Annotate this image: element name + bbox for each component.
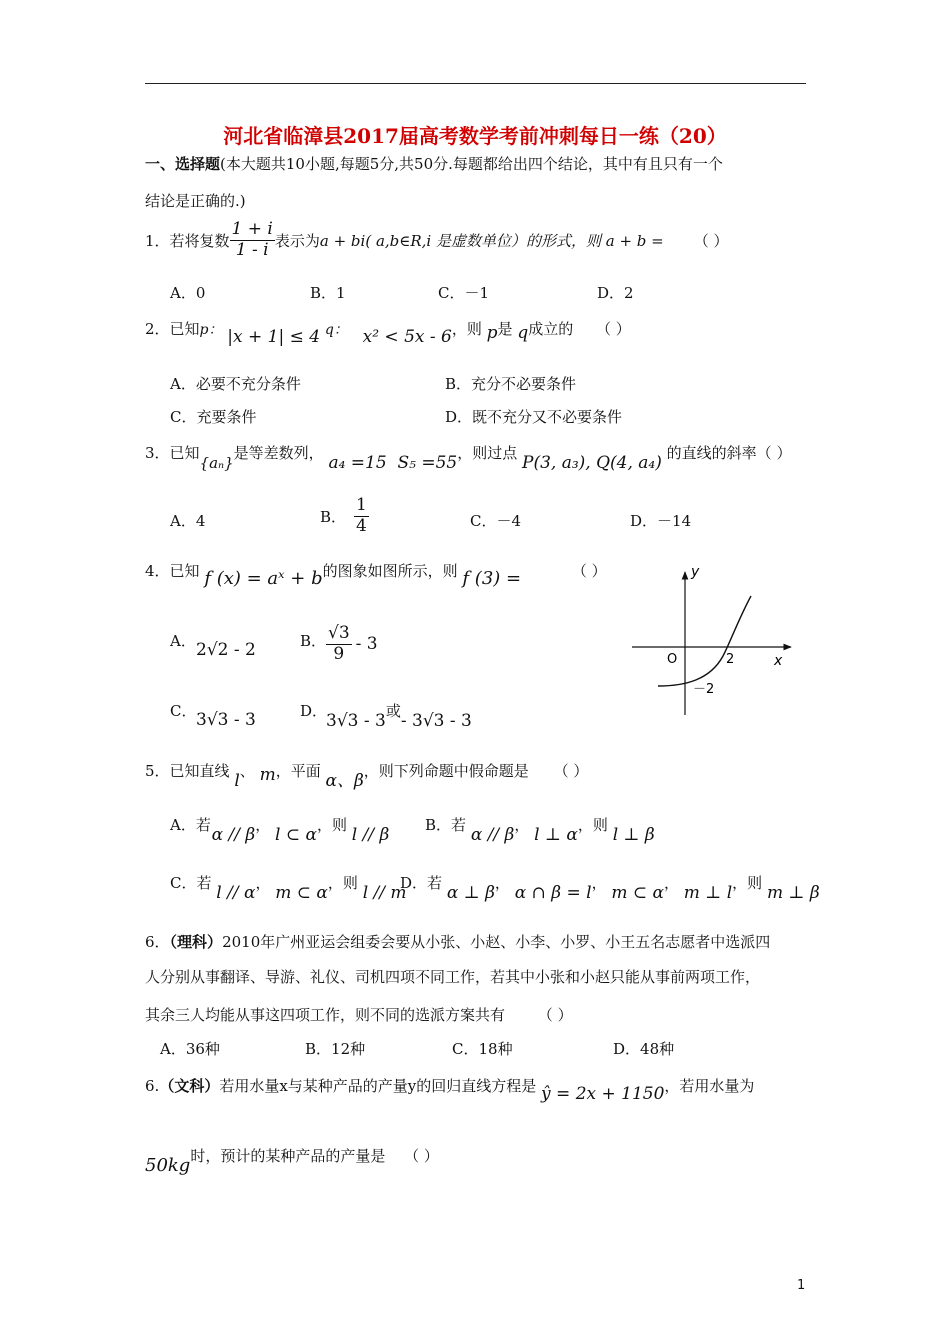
q3-seq: {aₙ} [199, 454, 234, 472]
q5-b-r: l ⊥ β [612, 825, 655, 845]
header-rule [145, 83, 806, 84]
q5-b-label: B．若 [425, 816, 467, 834]
q2-number: 2．已知 [145, 320, 200, 338]
q4-paren: （ ） [571, 562, 607, 580]
q5-d-c1: α ⊥ β [446, 883, 495, 903]
q5-d-c2: α ∩ β = l [514, 883, 592, 903]
q2-option-c: C．充要条件 [170, 408, 257, 426]
q3-text-1: 是等差数列， [233, 444, 324, 462]
q4-graph [625, 560, 795, 720]
q5-text-1: ，平面 [275, 762, 321, 780]
q5-b-c1: α // β [470, 825, 515, 845]
q2-tail-b: 是 [497, 320, 513, 338]
q4-d-expr-1: 3√3 - 3 [326, 711, 386, 731]
q1-option-d: D．2 [597, 284, 634, 302]
q6w-line-2-wrap [145, 1145, 439, 1176]
q5-a-r: l // β [351, 825, 390, 845]
question-6-science [145, 931, 770, 952]
q4-d-label: D． [300, 702, 328, 720]
q3-text-2: ，则过点 [457, 444, 518, 462]
q1-expr: a + bi( a,b∈R,i 是虚数单位）的形式，则 a + b = [319, 231, 664, 250]
question-3 [145, 442, 792, 473]
q6w-line-2: 时，预计的某种产品的产量是 [190, 1147, 386, 1165]
q6l-line-3-wrap [145, 1004, 573, 1025]
q6w-line-1-tail: ，若用水量为 [664, 1077, 755, 1095]
q5-c-r: l // m [362, 883, 407, 903]
section-intro [145, 153, 723, 174]
q5-c-c2: m ⊂ α [275, 883, 328, 903]
q2-p: p： [199, 322, 223, 338]
q4-b-tail: - 3 [355, 634, 378, 655]
question-6-arts [145, 1075, 755, 1104]
q3-b-num: 1 [356, 495, 367, 515]
q2-q: q： [324, 322, 348, 338]
q2-option-b: B．充分不必要条件 [445, 375, 577, 393]
q5-option-c: C．若 l // α， m ⊂ α，则 l // m [170, 874, 407, 903]
question-4 [145, 560, 607, 589]
q5-number: 5．已知直线 [145, 762, 230, 780]
page-number: 1 [797, 1278, 806, 1293]
q5-b-then: ，则 [577, 816, 608, 834]
q5-b-c2: l ⊥ α [534, 825, 578, 845]
q4-b-label: B． [300, 632, 327, 650]
q5-a-c1: α // β [211, 825, 256, 845]
q6l-line-2: 人分别从事翻译、导游、礼仪、司机四项不同工作，若其中小张和小赵只能从事前两项工作， [145, 968, 761, 986]
q4-b-num: √3 [328, 623, 350, 643]
exp-curve [658, 596, 751, 686]
q4-d-or: 或 [385, 702, 401, 720]
q3-option-a: A．4 [170, 512, 206, 530]
q5-c-then: ，则 [327, 874, 358, 892]
q5-d-label: D．若 [400, 874, 443, 892]
y-tick-neg2: －2 [693, 682, 715, 697]
q6l-line-3: 其余三人均能从事这四项工作，则不同的选派方案共有 [145, 1006, 506, 1024]
q5-d-r: m ⊥ β [766, 883, 820, 903]
question-5 [145, 756, 589, 791]
q5-a-then: ，则 [316, 816, 347, 834]
q4-b-fraction [326, 624, 352, 664]
q6l-option-b: B．12种 [305, 1040, 366, 1058]
q3-b-den: 4 [356, 515, 367, 536]
q3-number: 3．已知 [145, 444, 200, 462]
q5-c-c1: l // α [216, 883, 256, 903]
q4-d-expr [326, 700, 472, 731]
q5-text-2: ，则下列命题中假命题是 [363, 762, 529, 780]
q4-f3: f (3) = [462, 568, 522, 589]
q5-planes: α、β [325, 771, 364, 791]
x-tick-2: 2 [726, 652, 735, 667]
q1-frac-den: 1 - i [235, 239, 269, 260]
q5-option-d: D．若 α ⊥ β， α ∩ β = l， m ⊂ α， m ⊥ l，则 m ⊥ β [400, 874, 820, 903]
x-label: x [774, 653, 783, 669]
q2-p-expr: |x + 1| ≤ 4 [227, 327, 321, 347]
q6l-tag: （理科） [169, 933, 223, 951]
q4-b-den: 9 [333, 643, 345, 664]
q5-a-label: A．若 [170, 816, 211, 834]
q5-a-c2: l ⊂ α [274, 825, 317, 845]
q5-paren: （ ） [553, 762, 589, 780]
q4-c-expr: 3√3 - 3 [196, 710, 256, 730]
q3-b-fraction [354, 496, 369, 536]
q5-l: l [234, 771, 240, 791]
q6w-kg: 50kg [145, 1155, 191, 1176]
q5-d-c3: m ⊂ α [611, 883, 664, 903]
q5-d-then: ，则 [732, 874, 763, 892]
q6w-line-1: 若用水量x与某种产品的产量y的回归直线方程是 [219, 1077, 537, 1095]
q2-tail-a: ，则 [451, 320, 482, 338]
q3-b-label: B． [320, 507, 347, 526]
q2-tail-c: 成立的 [528, 320, 574, 338]
q4-number: 4．已知 [145, 562, 200, 580]
q1-option-c: C．－1 [438, 284, 490, 302]
q5-m: m [259, 765, 276, 785]
q3-option-d: D．－14 [630, 512, 692, 530]
q3-option-b [320, 496, 369, 536]
q1-paren: （ ） [693, 231, 729, 250]
q1-option-b: B．1 [310, 284, 346, 302]
q2-q-expr: x² < 5x - 6 [362, 327, 452, 347]
q4-a-expr: 2√2 - 2 [196, 640, 256, 660]
q1-number: 1．若将复数 [145, 231, 230, 250]
question-1 [145, 220, 729, 260]
question-2 [145, 318, 631, 347]
q4-c-label: C． [170, 702, 197, 720]
q5-c-label: C．若 [170, 874, 212, 892]
page-title: 河北省临漳县2017届高考数学考前冲刺每日一练（20） [223, 124, 727, 148]
q3-a4: a₄ =15 [328, 453, 387, 473]
q1-option-a: A．0 [170, 284, 206, 302]
q6l-option-c: C．18种 [452, 1040, 513, 1058]
q2-q-var: q [517, 323, 529, 343]
q6l-paren: （ ） [537, 1006, 573, 1024]
q5-d-c4: m ⊥ l [683, 883, 733, 903]
q6w-tag: （文科） [159, 1077, 220, 1095]
q6w-equation: ŷ = 2x + 1150 [541, 1084, 665, 1104]
y-label: y [691, 564, 700, 580]
q1-fraction [230, 220, 275, 260]
q2-paren: （ ） [596, 320, 631, 338]
q2-p-var: p [486, 323, 498, 343]
q3-option-c: C．－4 [470, 512, 522, 530]
q6l-number: 6． [145, 933, 170, 951]
q4-f-def: f (x) = aˣ + b [204, 568, 323, 589]
q6w-number: 6. [145, 1077, 160, 1095]
q3-s5: S₅ =55 [397, 453, 458, 473]
q2-option-d: D．既不充分又不必要条件 [445, 408, 623, 426]
q6l-option-a: A．36种 [160, 1040, 220, 1058]
section-desc-2: 结论是正确的.) [145, 192, 246, 210]
q5-option-b: B．若 α // β， l ⊥ α，则 l ⊥ β [425, 816, 655, 845]
q1-frac-num: 1 + i [231, 219, 273, 239]
q6l-option-d: D．48种 [613, 1040, 675, 1058]
q5-option-a: A．若 α // β， l ⊂ α，则 l // β [170, 816, 390, 845]
q6l-line-1: 2010年广州亚运会组委会要从小张、小赵、小李、小罗、小王五名志愿者中选派四 [222, 933, 771, 951]
q4-d-expr-2: - 3√3 - 3 [400, 711, 472, 731]
q3-points: P(3, a₃), Q(4, a₄) [522, 453, 662, 473]
q5-sep: 、 [239, 762, 255, 780]
origin-label: O [667, 652, 678, 667]
q4-b-expr [326, 624, 378, 664]
q4-a-label: A． [170, 632, 196, 650]
section-heading: 一、选择题 [145, 155, 221, 173]
q3-text-3: 的直线的斜率（ ） [666, 444, 792, 462]
q1-text-a: 表示为 [274, 231, 320, 250]
section-desc-1: (本大题共10小题,每题5分,共50分.每题都给出四个结论，其中有且只有一个 [220, 155, 723, 173]
q6w-paren: （ ） [404, 1147, 439, 1165]
q2-option-a: A．必要不充分条件 [170, 375, 301, 393]
q4-text-1: 的图象如图所示，则 [322, 562, 458, 580]
